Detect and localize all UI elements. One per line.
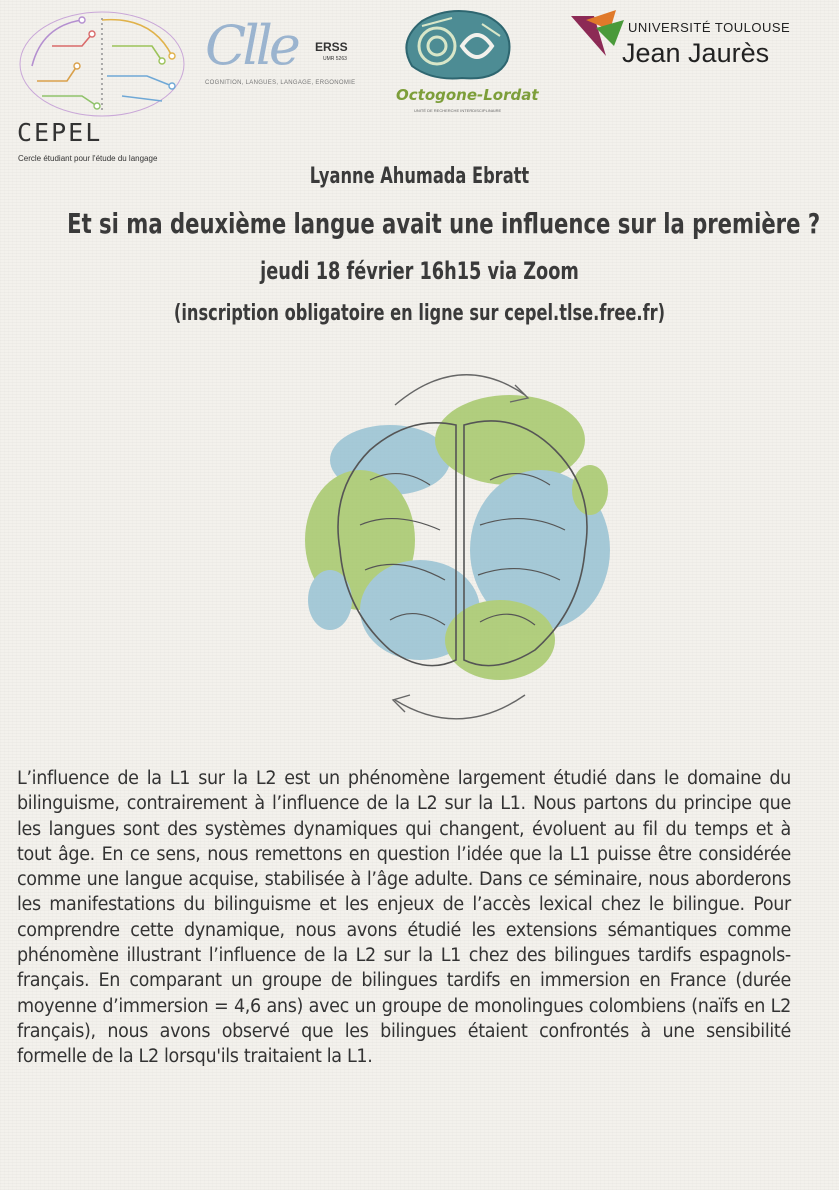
ut2j-name-bottom: Jean Jaurès — [622, 38, 770, 68]
ut2j-emblem-icon — [566, 6, 626, 66]
octogone-logo — [392, 6, 539, 118]
cepel-subtitle: Cercle étudiant pour l'étude du langage — [18, 154, 158, 163]
clle-umr: UMR 5263 — [323, 56, 347, 62]
octogone-name: Octogone-Lordat — [396, 86, 539, 104]
clle-erss: ERSS — [315, 40, 348, 54]
speaker-name: Lyanne Ahumada Ebratt — [309, 164, 530, 189]
registration-note: (inscription obligatoire en ligne sur cepel.tlse.free.fr) — [173, 301, 666, 326]
ut2j-name-top: UNIVERSITÉ TOULOUSE — [628, 20, 791, 35]
circuit-brain-icon — [12, 6, 192, 121]
brain-illustration — [300, 350, 620, 745]
clle-tagline: COGNITION, LANGUES, LANGAGE, ERGONOMIE — [205, 80, 356, 86]
maze-brain-icon — [392, 6, 522, 86]
logo-bar — [0, 0, 839, 170]
event-title: Et si ma deuxième langue avait une influence sur la première ? — [67, 207, 821, 240]
clle-name: Clle — [205, 14, 297, 77]
event-date: jeudi 18 février 16h15 via Zoom — [260, 257, 579, 285]
ut2j-logo — [566, 6, 830, 72]
clle-logo — [205, 14, 365, 94]
abstract-text: L’influence de la L1 sur la L2 est un phénomène largement étudié dans le domaine du bilinguisme, contrairement à l’influence de la L2 sur la L1. Nous partons du principe que les langues sont des systèmes dynamiques qui changent, évoluent au fil du temps et à tout âge. En ce sens, nous remettons en question l’idée que la L1 puisse être considérée comme une langue acquise, stabilisée à l’âge adulte. Dans ce séminaire, nous aborderons les manifestations du bilinguisme et les enjeux de l’accès lexical chez le bilingue. Pour comprendre cette dynamique, nous avons étudié les extensions sémantiques comme phénomène illustrant l’influence de la L2 sur la L1 chez des bilingues tardifs espagnols-français. En comparant un groupe de bilingues tardifs en immersion en France (durée moyenne d’immersion = 4,6 ans) avec un groupe de monolingues colombiens (naïfs en L2 français), nous avons observé que les bilingues étaient confrontés à une sensibilité formelle de la L2 lorsqu'ils traitaient la L1. — [17, 768, 791, 1068]
cepel-logo — [12, 6, 192, 166]
cepel-name: CEPEL — [17, 118, 103, 147]
octogone-subtitle: UNITÉ DE RECHERCHE INTERDISCIPLINAIRE — [414, 108, 502, 113]
